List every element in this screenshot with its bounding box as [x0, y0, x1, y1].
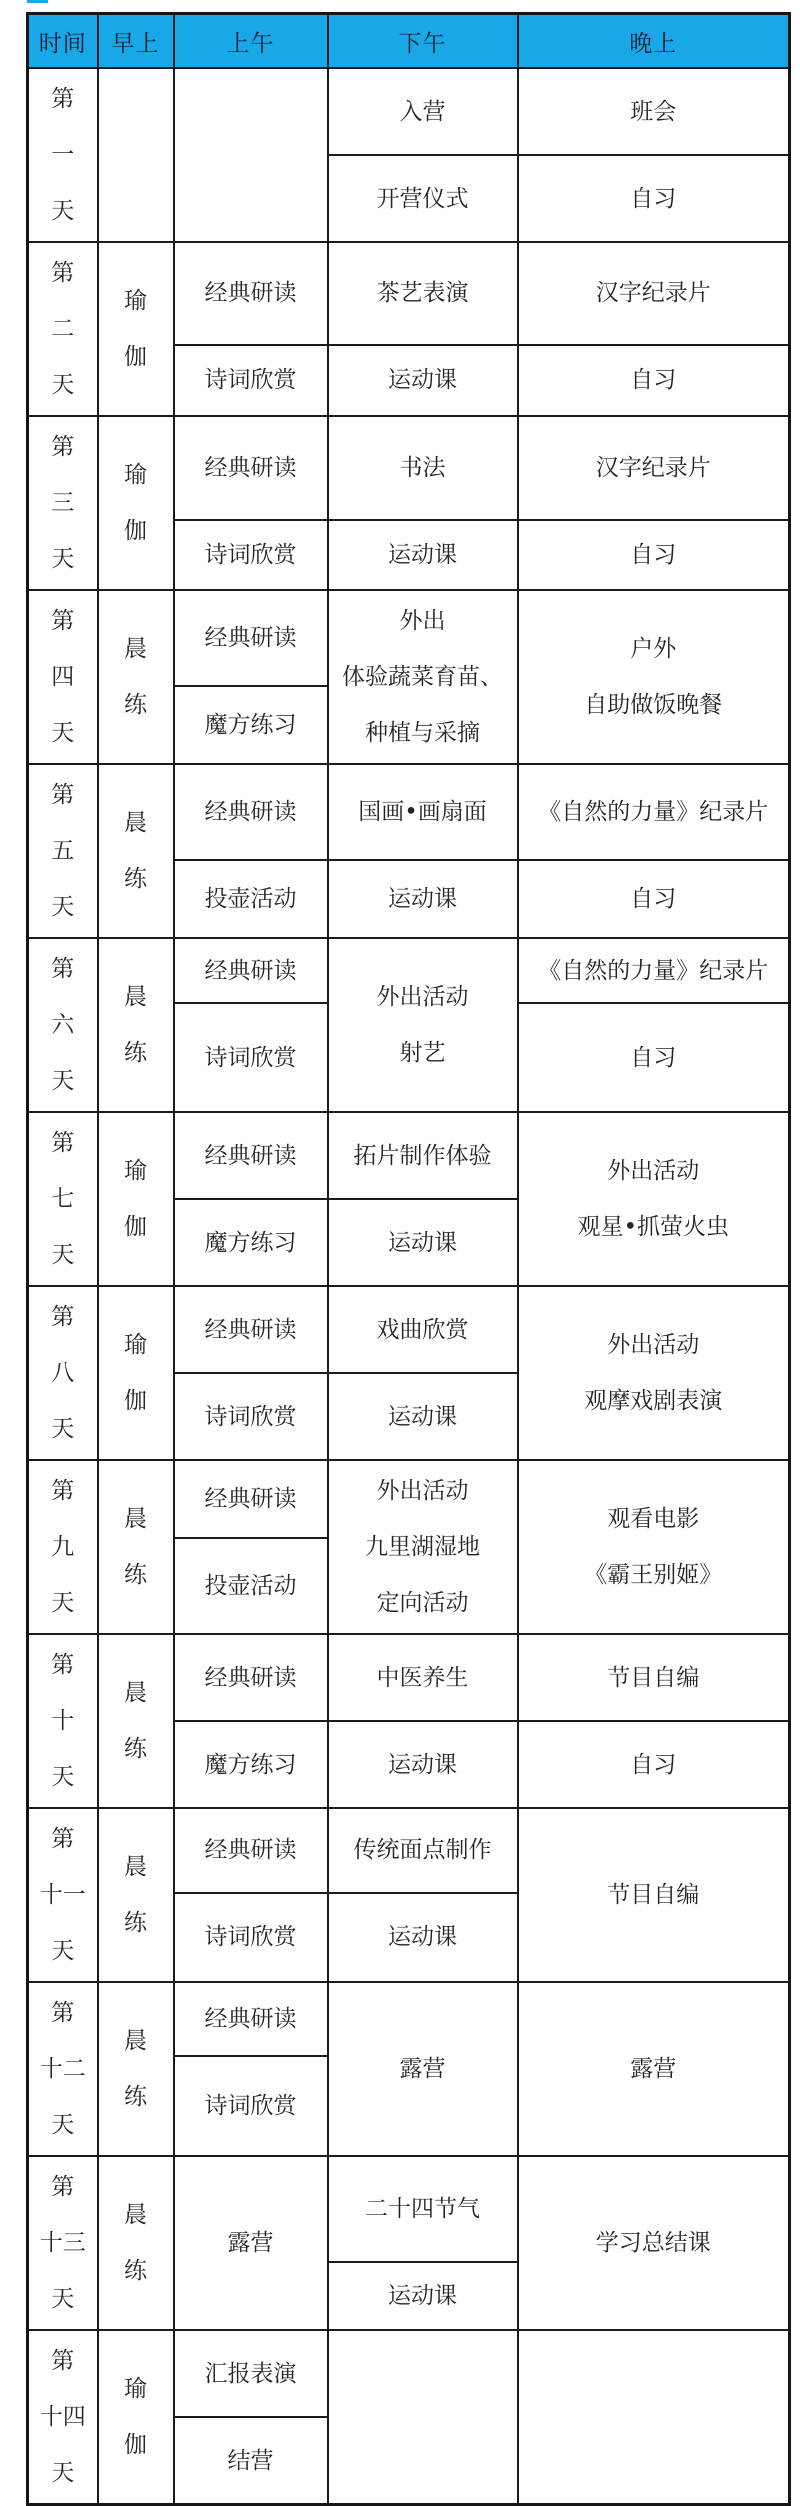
cell-day9-pm-merged — [328, 1460, 518, 1634]
activity-label: 经典研读 — [204, 625, 297, 652]
cell-day5-pm-top — [328, 764, 518, 860]
cell-day9-eve-merged — [518, 1460, 790, 1634]
day5-row-top — [28, 764, 790, 860]
day13-row-top — [28, 2156, 790, 2262]
day6-row-top — [28, 938, 790, 1003]
cell-day3-am-top — [174, 416, 328, 520]
header-cell-evening: 晚上 — [518, 14, 790, 69]
camp-schedule-table — [26, 12, 791, 2506]
cell-day14-label — [28, 2330, 98, 2505]
morning-label: 瑜 伽 — [124, 2376, 147, 2458]
cell-day4-morning — [98, 590, 174, 764]
cell-day5-am-bottom — [174, 860, 328, 938]
cell-day12-eve-merged — [518, 1982, 790, 2156]
activity-label: 节目自编 — [607, 1664, 700, 1691]
activity-label: 二十四节气 — [365, 2196, 480, 2223]
cell-day11-eve-merged — [518, 1808, 790, 1982]
activity-label: 经典研读 — [204, 1664, 297, 1691]
cell-day1-morning-empty — [98, 68, 174, 242]
header-row — [28, 14, 790, 69]
morning-label: 瑜 伽 — [124, 288, 147, 370]
day-label: 第 七 天 — [51, 1130, 75, 1268]
cell-day3-eve-bottom — [518, 520, 790, 590]
cell-day2-pm-top — [328, 242, 518, 345]
day9-row-top — [28, 1460, 790, 1538]
activity-line: 观星•抓萤火虫 — [577, 1214, 730, 1240]
activity-label: 经典研读 — [204, 1837, 297, 1864]
activity-line: 露营 — [227, 2230, 274, 2256]
cell-day6-am-top — [174, 938, 328, 1003]
activity-line: 露营 — [630, 2056, 677, 2082]
blue-crop-artifact — [27, 0, 48, 3]
cell-day1-eve-top — [518, 68, 790, 155]
activity-label: 运动课 — [388, 1403, 457, 1430]
activity-label: 班会 — [630, 98, 677, 125]
cell-day8-am-top — [174, 1286, 328, 1373]
activity-line: 露营 — [399, 2056, 446, 2082]
cell-day11-pm-bottom — [328, 1893, 518, 1982]
cell-day13-pm-top — [328, 2156, 518, 2262]
activity-line: 外出 — [399, 608, 446, 634]
morning-label: 瑜 伽 — [124, 1158, 147, 1240]
cell-day7-pm-bottom — [328, 1199, 518, 1286]
header-cell-forenoon: 上午 — [174, 14, 328, 69]
cell-day12-morning — [98, 1982, 174, 2156]
cell-day2-morning — [98, 242, 174, 416]
day4-row-top — [28, 590, 790, 686]
activity-label: 经典研读 — [204, 280, 297, 307]
activity-line: 九里湖湿地 — [365, 1534, 480, 1560]
header-cell-time: 时间 — [28, 14, 98, 69]
cell-day2-eve-bottom — [518, 345, 790, 416]
cell-day11-morning — [98, 1808, 174, 1982]
day-label: 第 二 天 — [51, 260, 75, 398]
day-label: 第 八 天 — [51, 1304, 75, 1442]
cell-day8-pm-bottom — [328, 1373, 518, 1460]
cell-day3-eve-top — [518, 416, 790, 520]
cell-day11-am-top — [174, 1808, 328, 1893]
day11-row-top — [28, 1808, 790, 1893]
activity-line: 学习总结课 — [595, 2230, 711, 2256]
cell-day7-morning — [98, 1112, 174, 1286]
activity-label: 结营 — [227, 2447, 274, 2474]
day-label: 第 六 天 — [51, 956, 75, 1094]
morning-label: 晨 练 — [124, 636, 147, 718]
activity-line: 外出活动 — [376, 984, 469, 1010]
cell-day7-am-bottom — [174, 1199, 328, 1286]
activity-label: 运动课 — [388, 542, 457, 569]
cell-day12-pm-merged — [328, 1982, 518, 2156]
day-label: 第 一 天 — [51, 86, 75, 224]
cell-day10-am-bottom — [174, 1721, 328, 1808]
cell-day13-eve-merged — [518, 2156, 790, 2330]
activity-label: 汉字纪录片 — [595, 455, 711, 482]
activity-label: 经典研读 — [204, 1316, 297, 1343]
activity-label: 经典研读 — [204, 1142, 297, 1169]
activity-line: 外出活动 — [607, 1332, 700, 1358]
cell-day1-eve-bottom — [518, 155, 790, 242]
cell-day13-morning — [98, 2156, 174, 2330]
cell-day7-am-top — [174, 1112, 328, 1199]
day-label: 第 三 天 — [51, 434, 75, 572]
activity-line: 外出活动 — [376, 1478, 469, 1504]
activity-label: 诗词欣赏 — [204, 1044, 297, 1071]
cell-day1-pm-top — [328, 68, 518, 155]
cell-day13-am-merged — [174, 2156, 328, 2330]
cell-day8-morning — [98, 1286, 174, 1460]
cell-day3-label — [28, 416, 98, 590]
day8-row-top — [28, 1286, 790, 1373]
activity-label: 诗词欣赏 — [204, 1403, 297, 1430]
cell-day6-am-bottom — [174, 1003, 328, 1112]
cell-day10-label — [28, 1634, 98, 1808]
cell-day14-eve-empty — [518, 2330, 790, 2505]
activity-label: 中医养生 — [376, 1664, 469, 1691]
cell-day14-am-top — [174, 2330, 328, 2417]
activity-line: 《霸王别姬》 — [584, 1562, 723, 1588]
cell-day14-morning — [98, 2330, 174, 2505]
cell-day12-am-top — [174, 1982, 328, 2056]
cell-day1-am-empty — [174, 68, 328, 242]
activity-label: 自习 — [630, 1751, 677, 1778]
cell-day2-label — [28, 242, 98, 416]
morning-label: 晨 练 — [124, 1680, 147, 1762]
cell-day9-label — [28, 1460, 98, 1634]
cell-day11-am-bottom — [174, 1893, 328, 1982]
activity-label: 运动课 — [388, 1751, 457, 1778]
cell-day13-pm-bottom — [328, 2262, 518, 2330]
activity-line: 外出活动 — [607, 1158, 700, 1184]
cell-day10-pm-bottom — [328, 1721, 518, 1808]
day7-row-top — [28, 1112, 790, 1199]
cell-day8-eve-merged — [518, 1286, 790, 1460]
activity-label: 自习 — [630, 1044, 677, 1071]
activity-label: 经典研读 — [204, 2006, 297, 2033]
day-label: 第 十三 天 — [39, 2174, 86, 2312]
activity-line: 定向活动 — [376, 1590, 469, 1616]
cell-day8-am-bottom — [174, 1373, 328, 1460]
day-label: 第 十四 天 — [39, 2348, 86, 2486]
cell-day10-eve-top — [518, 1634, 790, 1721]
cell-day6-pm-merged — [328, 938, 518, 1112]
morning-label: 晨 练 — [124, 2028, 147, 2110]
activity-label: 运动课 — [388, 1924, 457, 1951]
cell-day9-am-top — [174, 1460, 328, 1538]
day10-row-top — [28, 1634, 790, 1721]
cell-day7-eve-merged — [518, 1112, 790, 1286]
cell-day12-label — [28, 1982, 98, 2156]
cell-day5-eve-top — [518, 764, 790, 860]
activity-label: 运动课 — [388, 367, 457, 394]
cell-day2-am-bottom — [174, 345, 328, 416]
day3-row-top — [28, 416, 790, 520]
day2-row-top — [28, 242, 790, 345]
cell-day3-pm-bottom — [328, 520, 518, 590]
morning-label: 晨 练 — [124, 1506, 147, 1588]
cell-day6-morning — [98, 938, 174, 1112]
cell-day8-label — [28, 1286, 98, 1460]
activity-label: 经典研读 — [204, 957, 297, 984]
activity-label: 经典研读 — [204, 455, 297, 482]
activity-label: 运动课 — [388, 1229, 457, 1256]
cell-day13-label — [28, 2156, 98, 2330]
cell-day14-am-bottom — [174, 2417, 328, 2504]
activity-label: 运动课 — [388, 2283, 457, 2310]
activity-label: 经典研读 — [204, 1486, 297, 1513]
cell-day14-pm-empty — [328, 2330, 518, 2505]
activity-label: 诗词欣赏 — [204, 542, 297, 569]
activity-label: 汇报表演 — [204, 2360, 297, 2387]
activity-line: 观看电影 — [607, 1506, 700, 1532]
cell-day10-am-top — [174, 1634, 328, 1721]
activity-label: 汉字纪录片 — [595, 280, 711, 307]
day14-row-top — [28, 2330, 790, 2417]
cell-day10-morning — [98, 1634, 174, 1808]
cell-day3-pm-top — [328, 416, 518, 520]
cell-day4-eve-merged — [518, 590, 790, 764]
cell-day4-label — [28, 590, 98, 764]
activity-label: 诗词欣赏 — [204, 2093, 297, 2120]
cell-day4-am-bottom — [174, 686, 328, 764]
activity-label: 投壶活动 — [204, 885, 297, 912]
activity-label: 魔方练习 — [204, 712, 297, 739]
activity-label: 书法 — [399, 455, 446, 482]
cell-day1-label — [28, 68, 98, 242]
activity-label: 《自然的力量》纪录片 — [538, 798, 769, 825]
activity-line: 种植与采摘 — [365, 720, 480, 746]
cell-day7-pm-top — [328, 1112, 518, 1199]
activity-label: 开营仪式 — [376, 185, 469, 212]
cell-day11-label — [28, 1808, 98, 1982]
activity-label: 经典研读 — [204, 798, 297, 825]
cell-day5-morning — [98, 764, 174, 938]
activity-label: 入营 — [399, 98, 446, 125]
day-label: 第 四 天 — [51, 608, 75, 746]
cell-day2-am-top — [174, 242, 328, 345]
cell-day8-pm-top — [328, 1286, 518, 1373]
activity-line: 户外 — [630, 636, 677, 662]
cell-day2-pm-bottom — [328, 345, 518, 416]
activity-label: 自习 — [630, 185, 677, 212]
morning-label: 晨 练 — [124, 2202, 147, 2284]
day-label: 第 十二 天 — [39, 2000, 86, 2138]
cell-day6-eve-bottom — [518, 1003, 790, 1112]
morning-label: 晨 练 — [124, 984, 147, 1066]
activity-label: 自习 — [630, 885, 677, 912]
cell-day2-eve-top — [518, 242, 790, 345]
activity-line: 节目自编 — [607, 1882, 700, 1908]
day12-row-top — [28, 1982, 790, 2056]
cell-day5-pm-bottom — [328, 860, 518, 938]
cell-day11-pm-top — [328, 1808, 518, 1893]
cell-day10-pm-top — [328, 1634, 518, 1721]
cell-day5-label — [28, 764, 98, 938]
cell-day6-label — [28, 938, 98, 1112]
day1-row-top — [28, 68, 790, 155]
activity-line: 射艺 — [399, 1040, 446, 1066]
activity-label: 拓片制作体验 — [353, 1142, 492, 1169]
day-label: 第 十一 天 — [39, 1826, 86, 1964]
cell-day4-am-top — [174, 590, 328, 686]
morning-label: 晨 练 — [124, 1854, 147, 1936]
activity-label: 魔方练习 — [204, 1751, 297, 1778]
cell-day9-morning — [98, 1460, 174, 1634]
activity-label: 诗词欣赏 — [204, 367, 297, 394]
cell-day3-am-bottom — [174, 520, 328, 590]
activity-label: 运动课 — [388, 885, 457, 912]
activity-label: 自习 — [630, 542, 677, 569]
morning-label: 晨 练 — [124, 810, 147, 892]
activity-label: 魔方练习 — [204, 1229, 297, 1256]
activity-line: 自助做饭晚餐 — [584, 692, 723, 718]
header-cell-early-morning: 早上 — [98, 14, 174, 69]
activity-label: 诗词欣赏 — [204, 1924, 297, 1951]
cell-day6-eve-top — [518, 938, 790, 1003]
activity-label: 茶艺表演 — [376, 280, 469, 307]
activity-label: 戏曲欣赏 — [376, 1316, 469, 1343]
activity-label: 《自然的力量》纪录片 — [538, 957, 769, 984]
cell-day1-pm-bottom — [328, 155, 518, 242]
cell-day3-morning — [98, 416, 174, 590]
day-label: 第 九 天 — [51, 1478, 75, 1616]
cell-day7-label — [28, 1112, 98, 1286]
cell-day9-am-bottom — [174, 1538, 328, 1634]
activity-line: 体验蔬菜育苗、 — [342, 664, 503, 690]
activity-label: 国画•画扇面 — [358, 798, 487, 825]
cell-day5-eve-bottom — [518, 860, 790, 938]
day-label: 第 十 天 — [51, 1652, 75, 1790]
activity-label: 传统面点制作 — [353, 1837, 492, 1864]
cell-day10-eve-bottom — [518, 1721, 790, 1808]
activity-label: 自习 — [630, 367, 677, 394]
morning-label: 瑜 伽 — [124, 1332, 147, 1414]
morning-label: 瑜 伽 — [124, 462, 147, 544]
cell-day12-am-bottom — [174, 2056, 328, 2156]
cell-day5-am-top — [174, 764, 328, 860]
activity-line: 观摩戏剧表演 — [584, 1388, 723, 1414]
cell-day4-pm-merged — [328, 590, 518, 764]
day-label: 第 五 天 — [51, 782, 75, 920]
header-cell-afternoon: 下午 — [328, 14, 518, 69]
activity-label: 投壶活动 — [204, 1573, 297, 1600]
